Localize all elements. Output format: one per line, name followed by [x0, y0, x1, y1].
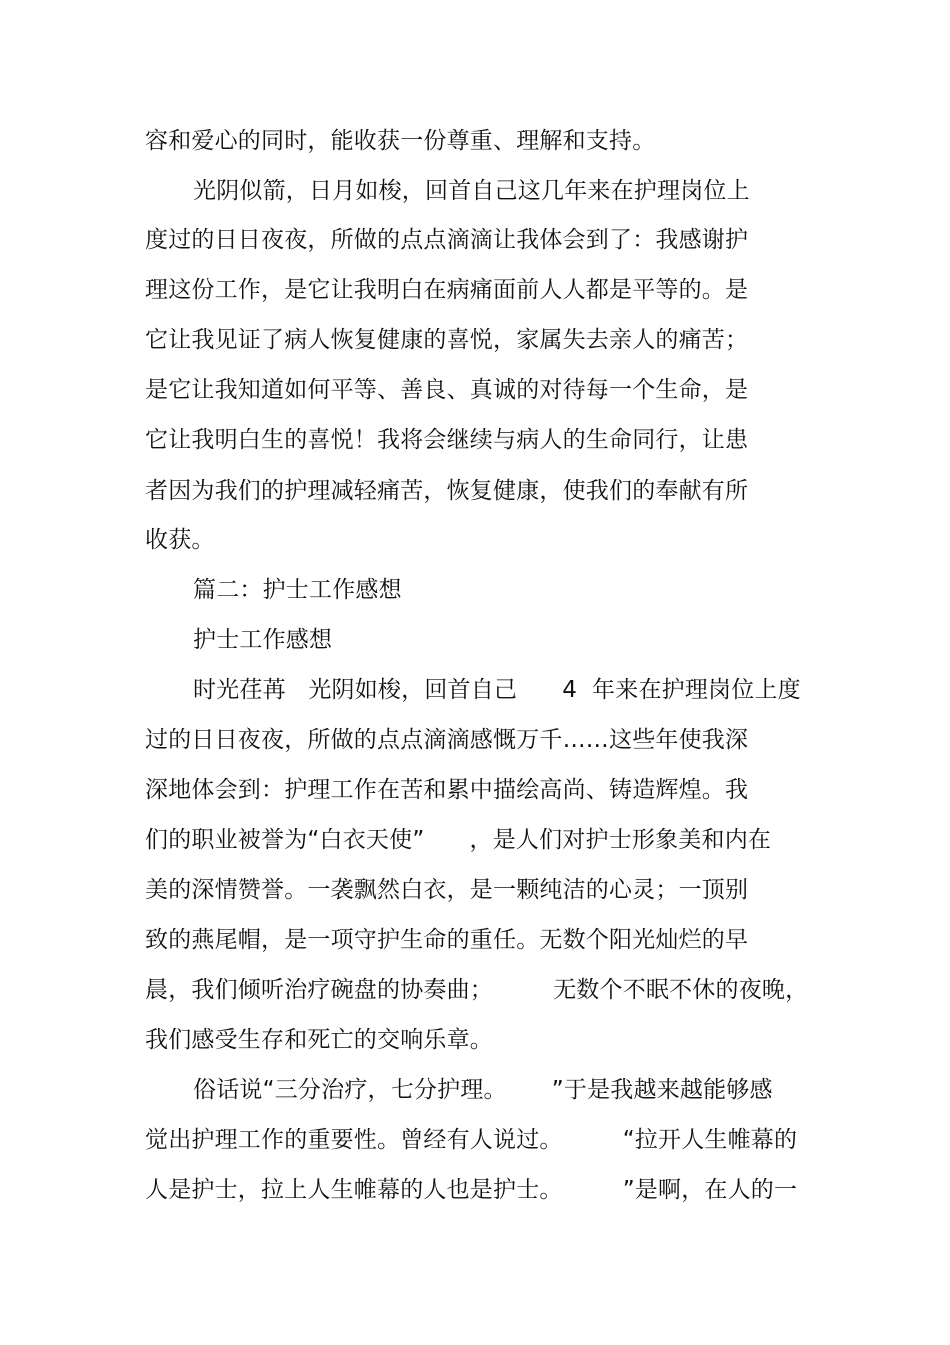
text-line: 过的日日夜夜，所做的点点滴滴感慨万千……这些年使我深: [145, 727, 749, 753]
text-line: 深地体会到：护理工作在苦和累中描绘高尚、铸造辉煌。我: [145, 777, 749, 803]
text-line: 是它让我知道如何平等、善良、真诚的对待每一个生命，是: [145, 377, 749, 403]
paragraph-first-line: 俗话说“三分治疗，七分护理。 ”于是我越来越能够感: [193, 1077, 773, 1103]
text-line: 它让我见证了病人恢复健康的喜悦，家属失去亲人的痛苦；: [145, 327, 749, 353]
text-line: 致的燕尾帽，是一项守护生命的重任。无数个阳光灿烂的早: [145, 927, 749, 953]
text-line: 我们感受生存和死亡的交响乐章。: [145, 1027, 493, 1053]
paragraph-first-line: 时光荏苒 光阴如梭，回首自己 4 年来在护理岗位上度: [193, 677, 801, 703]
section-title: 护士工作感想: [193, 627, 333, 653]
text-line: 度过的日日夜夜，所做的点点滴滴让我体会到了：我感谢护: [145, 227, 749, 253]
text-line: 它让我明白生的喜悦！我将会继续与病人的生命同行，让患: [145, 427, 749, 453]
text-line: 美的深情赞誉。一袭飘然白衣，是一颗纯洁的心灵；一顶别: [145, 877, 749, 903]
text-line: 者因为我们的护理减轻痛苦，恢复健康，使我们的奉献有所: [145, 478, 749, 504]
text-line: 晨，我们倾听治疗碗盘的协奏曲； 无数个不眠不休的夜晚，: [145, 977, 809, 1003]
text-line: 们的职业被誉为“白衣天使” ，是人们对护士形象美和内在: [145, 827, 772, 853]
text-line: 容和爱心的同时，能收获一份尊重、理解和支持。: [145, 128, 656, 154]
text-line: 收获。: [145, 527, 215, 553]
text-line: 觉出护理工作的重要性。曾经有人说过。 “拉开人生帷幕的: [145, 1127, 798, 1153]
text-line: 理这份工作，是它让我明白在病痛面前人人都是平等的。是: [145, 277, 749, 303]
paragraph-first-line: 光阴似箭，日月如梭，回首自己这几年来在护理岗位上: [193, 178, 750, 204]
text-line: 人是护士，拉上人生帷幕的人也是护士。 ”是啊，在人的一: [145, 1177, 798, 1203]
section-heading: 篇二：护士工作感想: [193, 577, 402, 603]
